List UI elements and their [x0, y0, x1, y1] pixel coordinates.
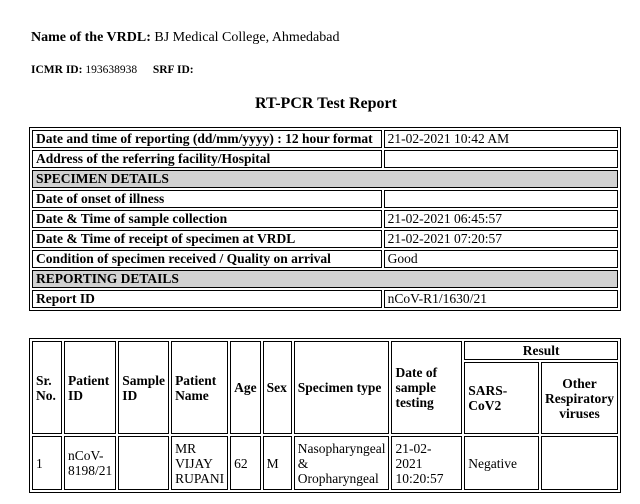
facility-label: Address of the referring facility/Hospital [32, 150, 382, 168]
collection-label: Date & Time of sample collection [32, 210, 382, 228]
condition-value: Good [384, 250, 618, 268]
col-patient-id: Patient ID [64, 341, 116, 434]
table-row [32, 290, 618, 308]
table-row [32, 250, 618, 268]
col-sr-no: Sr. No. [32, 341, 62, 434]
report-id-value: nCoV-R1/1630/21 [384, 290, 618, 308]
cell-patient-id: nCoV-8198/21 [64, 436, 116, 490]
col-sars-cov2: SARS-CoV2 [464, 362, 539, 434]
table-row [32, 170, 618, 188]
vrdl-label: Name of the VRDL: [31, 30, 151, 45]
cell-sample-id [118, 436, 169, 490]
col-other-viruses: Other Respiratory viruses [541, 362, 618, 434]
table-row [32, 210, 618, 228]
receipt-label: Date & Time of receipt of specimen at VRDL [32, 230, 382, 248]
table-header-row [32, 341, 618, 360]
table-row [32, 190, 618, 208]
onset-value [384, 190, 618, 208]
receipt-value: 21-02-2021 07:20:57 [384, 230, 618, 248]
icmr-label: ICMR ID: [31, 64, 83, 76]
results-table [29, 338, 621, 493]
col-patient-name: Patient Name [171, 341, 228, 434]
cell-sr-no: 1 [32, 436, 62, 490]
cell-other-viruses [541, 436, 618, 490]
vrdl-line [31, 30, 339, 46]
col-sample-date: Date of sample testing [391, 341, 462, 434]
report-id-label: Report ID [32, 290, 382, 308]
facility-value [384, 150, 618, 168]
col-sex: Sex [263, 341, 292, 434]
collection-value: 21-02-2021 06:45:57 [384, 210, 618, 228]
cell-sample-date: 21-02-2021 10:20:57 [391, 436, 462, 490]
table-row [32, 150, 618, 168]
table-row [32, 130, 618, 148]
vrdl-value: BJ Medical College, Ahmedabad [154, 30, 340, 45]
icmr-value: 193638938 [85, 64, 138, 76]
reporting-time-value: 21-02-2021 10:42 AM [384, 130, 618, 148]
page-title: RT-PCR Test Report [255, 95, 397, 112]
report-details-table [29, 127, 621, 311]
onset-label: Date of onset of illness [32, 190, 382, 208]
col-result: Result [464, 341, 618, 360]
col-sample-id: Sample ID [118, 341, 169, 434]
table-row [32, 436, 618, 490]
reporting-section-header: REPORTING DETAILS [32, 270, 618, 288]
ids-line [31, 64, 194, 76]
table-row [32, 230, 618, 248]
cell-patient-name: MR VIJAY RUPANI [171, 436, 228, 490]
table-row [32, 270, 618, 288]
condition-label: Condition of specimen received / Quality on arrival [32, 250, 382, 268]
cell-specimen-type: Nasopharyngeal & Oropharyngeal [294, 436, 390, 490]
reporting-time-label: Date and time of reporting (dd/mm/yyyy) : 12 hour format [32, 130, 382, 148]
specimen-section-header: SPECIMEN DETAILS [32, 170, 618, 188]
col-age: Age [230, 341, 261, 434]
cell-sars-cov2: Negative [464, 436, 539, 490]
col-specimen-type: Specimen type [294, 341, 390, 434]
cell-age: 62 [230, 436, 261, 490]
srf-label: SRF ID: [152, 64, 194, 76]
cell-sex: M [263, 436, 292, 490]
